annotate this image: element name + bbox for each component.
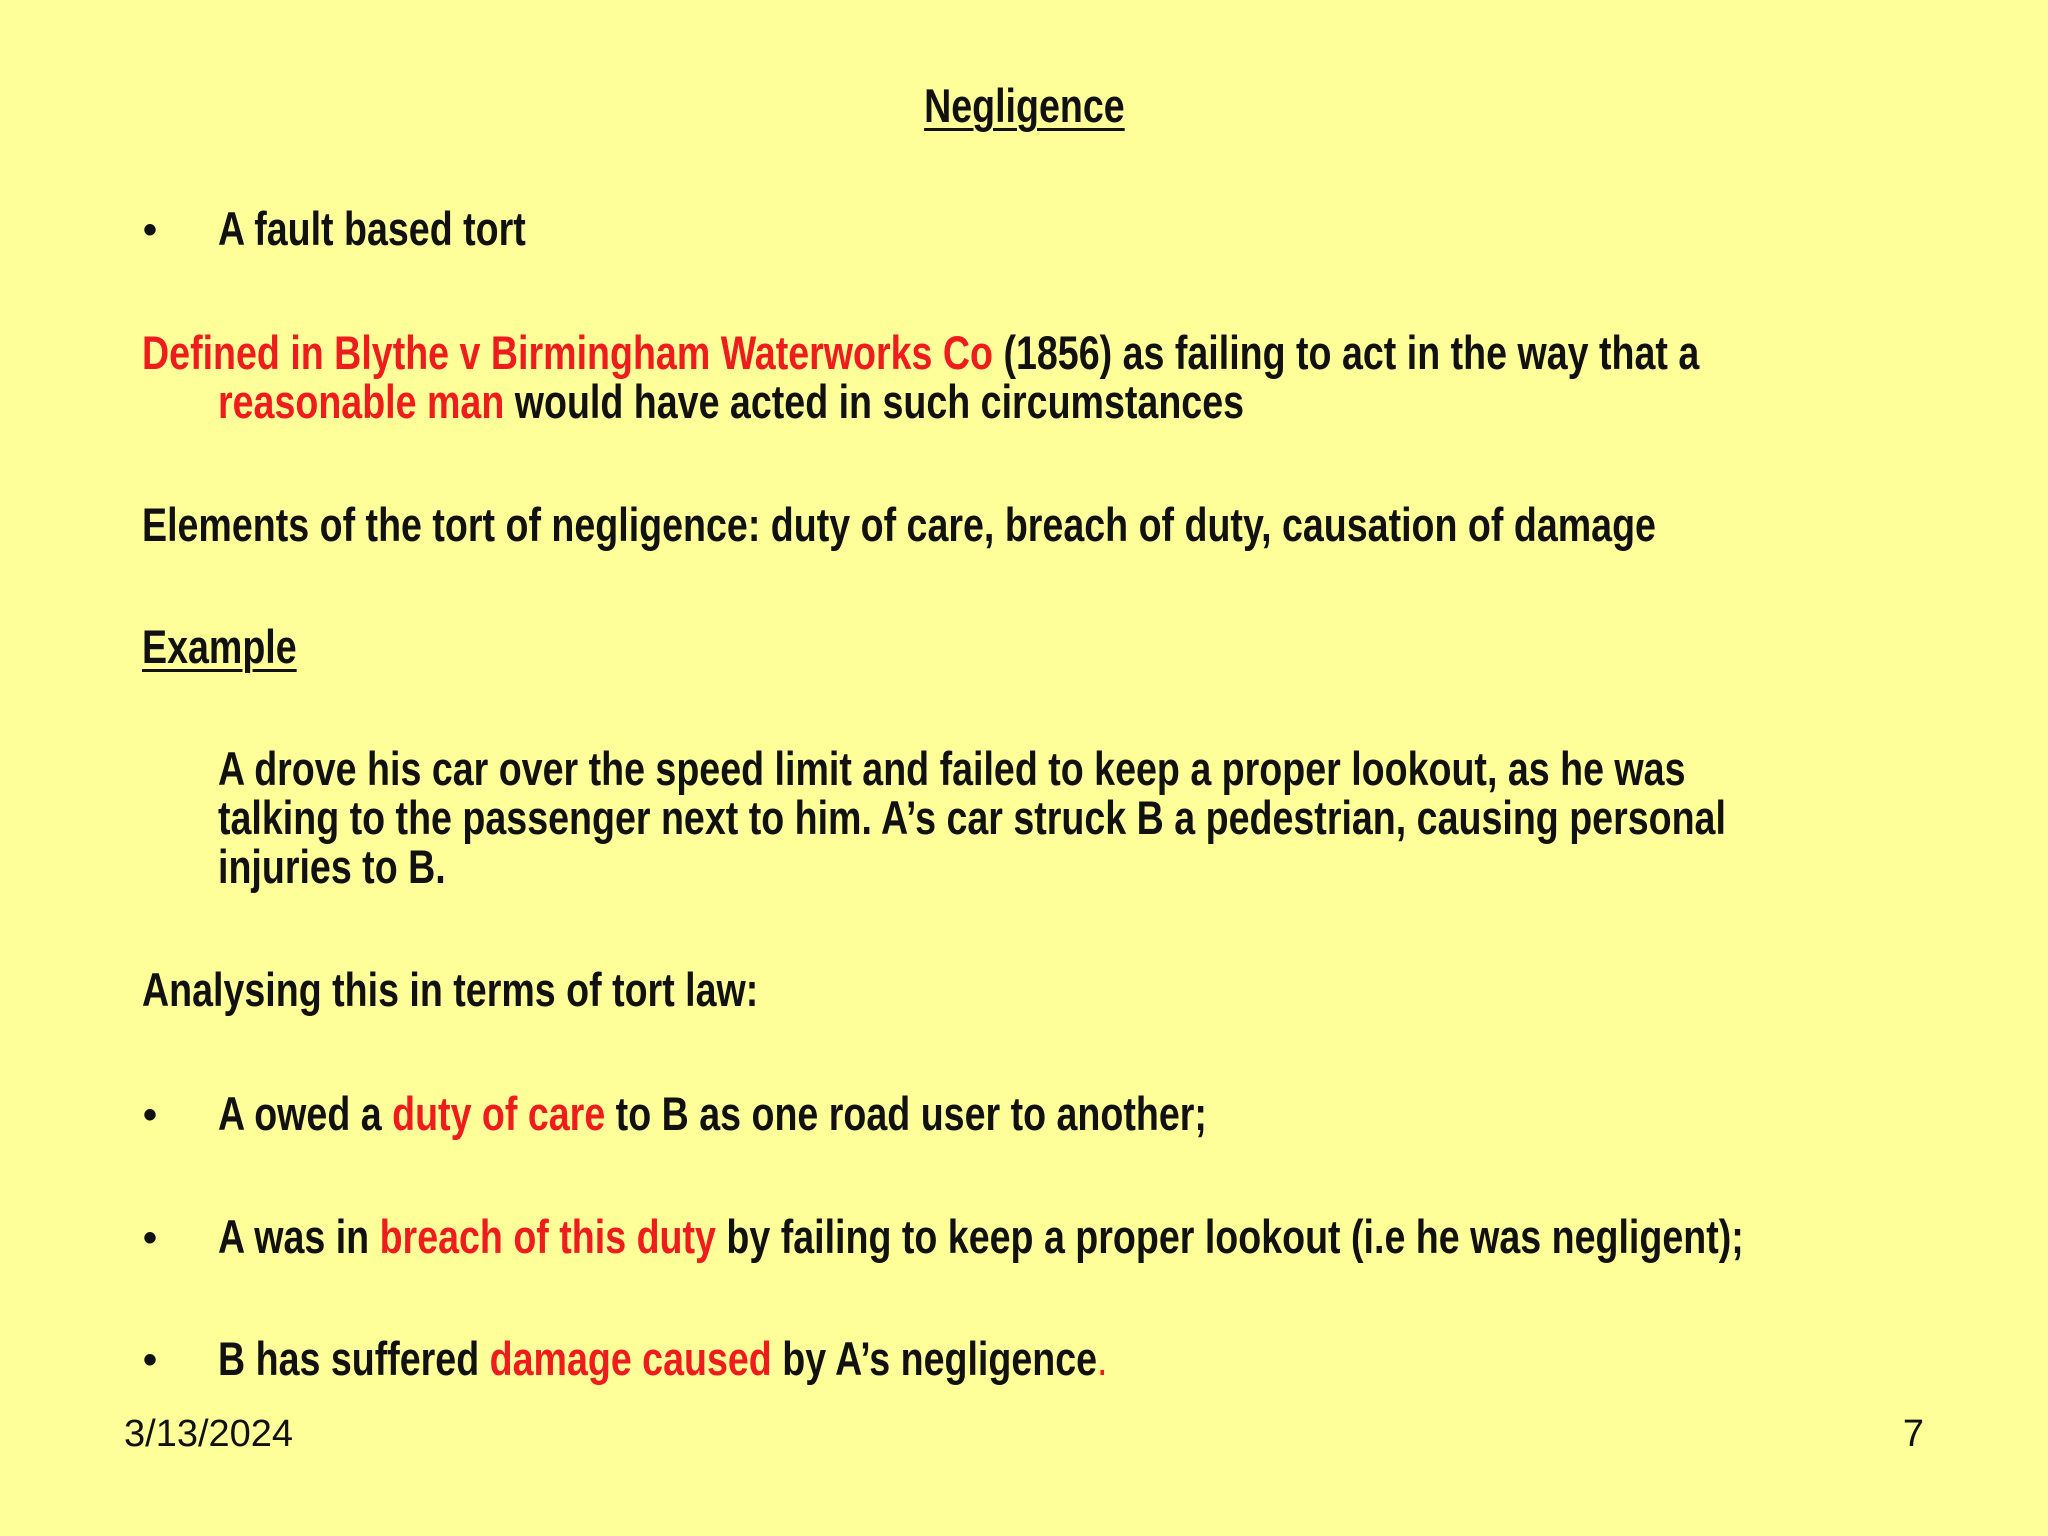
damage-caused-phrase: damage caused <box>489 1332 772 1385</box>
example-line-1: A drove his car over the speed limit and failed to keep a proper lookout, as he was <box>218 742 1686 795</box>
bullet-icon: • <box>143 1093 158 1137</box>
bullet-icon: • <box>143 208 158 252</box>
breach-of-duty-phrase: breach of this duty <box>379 1210 716 1263</box>
example-line-2: talking to the passenger next to him. A’s car struck B a pedestrian, causing personal <box>218 791 1726 844</box>
definition-line-2 <box>218 377 1244 427</box>
duty-of-care-phrase: duty of care <box>392 1087 606 1140</box>
example-heading: Example <box>142 620 297 673</box>
analysis-bullet-breach: A was in breach of this duty by failing to keep a proper lookout (i.e he was negligent); <box>218 1210 1744 1263</box>
definition-line-1 <box>142 328 1699 378</box>
definition-text-1: (1856) as failing to act in the way that a <box>993 326 1700 379</box>
definition-case-name: Defined in Blythe v Birmingham Waterworks Co <box>142 326 994 379</box>
analysis-bullet-damage: B has suffered damage caused by A’s negligence. <box>218 1332 1108 1385</box>
definition-text-2: would have acted in such circumstances <box>504 375 1245 428</box>
footer-date: 3/13/2024 <box>124 1413 294 1455</box>
example-line-3: injuries to B. <box>218 840 446 893</box>
definition-reasonable-man: reasonable man <box>218 375 505 428</box>
slide-title: Negligence <box>923 79 1125 132</box>
page-number: 7 <box>1902 1413 1924 1455</box>
analysis-bullet-duty: A owed a duty of care to B as one road user to another; <box>218 1087 1207 1140</box>
elements-line: Elements of the tort of negligence: duty of care, breach of duty, causation of damage <box>142 498 1656 551</box>
bullet-icon: • <box>143 1338 158 1382</box>
fault-based-line: A fault based tort <box>218 202 526 255</box>
bullet-icon: • <box>143 1216 158 1260</box>
analysing-line: Analysing this in terms of tort law: <box>142 963 759 1016</box>
